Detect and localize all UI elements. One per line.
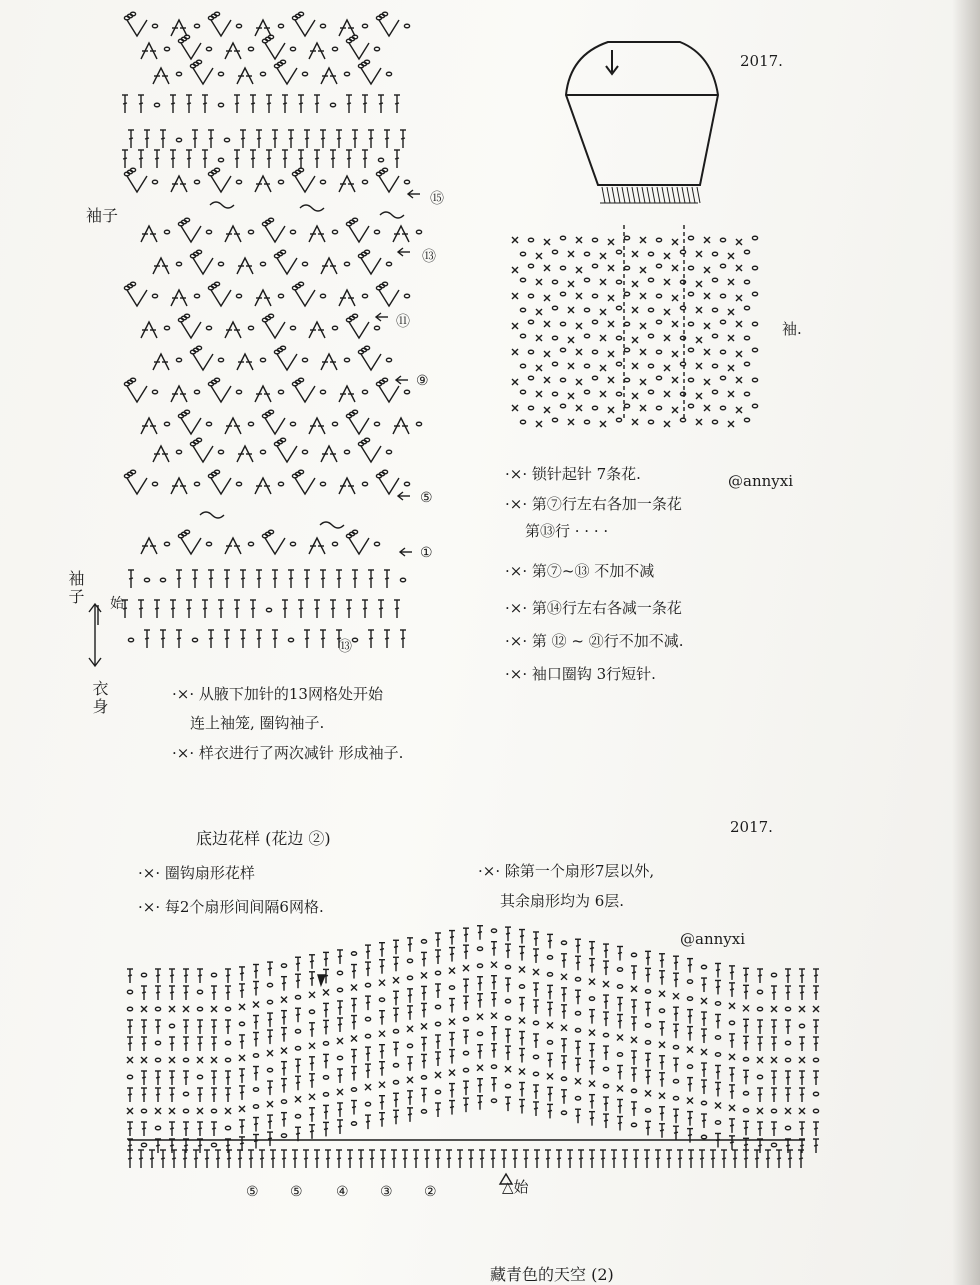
footer-caption: 藏青色的天空 (2) [490, 1265, 614, 1284]
hem-title: 底边花样 (花边 ②) [196, 829, 331, 848]
pattern-note-6: ·×· 第 ⑫ ~ ㉑行不加不减. [505, 632, 684, 650]
pattern-note-5: ·×· 第⑭行左右各减一条花 [505, 599, 682, 617]
sleeve-note-1: ·×· 从腋下加针的13网格处开始 [172, 685, 383, 703]
hem-row-number: ③ [380, 1184, 393, 1200]
hem-row-number: ⑤ [290, 1184, 303, 1200]
hem-signature: @annyxi [680, 930, 745, 948]
sleeve-pattern-label: 袖. [782, 320, 802, 338]
sleeve-label: 袖子 [86, 206, 119, 225]
pattern-note-3: 第⑬行 · · · · [525, 522, 609, 540]
row-marker-13: ⑬ [422, 249, 436, 265]
row-marker-9: ⑨ [416, 373, 429, 389]
hem-start-mark: △始 [502, 1178, 529, 1196]
pattern-note-1: ·×· 锁针起针 7条花. [505, 465, 641, 483]
hem-year: 2017. [730, 818, 773, 836]
pattern-note-7: ·×· 袖口圈钩 3行短针. [505, 665, 656, 683]
sleeve-signature: @annyxi [728, 472, 793, 490]
hem-row-number: ④ [336, 1184, 349, 1200]
start-mark: 始 [110, 596, 124, 612]
sleeve-schematic [566, 42, 718, 203]
axis-top-label: 袖子 [66, 570, 85, 606]
sleeve-note-2: 连上袖笼, 圈钩袖子. [190, 714, 325, 732]
row-marker-11: ⑪ [396, 314, 410, 330]
hem-row-number: ⑤ [246, 1184, 259, 1200]
hem-row-number: ② [424, 1184, 437, 1200]
pattern-note-4: ·×· 第⑦~⑬ 不加不减 [505, 562, 655, 580]
hem-note-4: 其余扇形均为 6层. [500, 892, 625, 910]
hem-note-2: ·×· 每2个扇形间间隔6网格. [138, 898, 324, 916]
sleeve-note-3: ·×· 样衣进行了两次减针 形成袖子. [172, 744, 404, 762]
row-marker-13-bottom: ⑬ [338, 639, 352, 655]
row-marker-1: ① [420, 545, 433, 561]
sleeve-year: 2017. [740, 52, 783, 70]
row-marker-15: ⑮ [430, 191, 444, 207]
pattern-note-2: ·×· 第⑦行左右各加一条花 [505, 495, 682, 513]
axis-bottom-label: 衣身 [90, 680, 109, 716]
row-marker-5: ⑤ [420, 490, 433, 506]
hem-note-3: ·×· 除第一个扇形7层以外, [478, 862, 655, 880]
hem-note-1: ·×· 圈钩扇形花样 [138, 864, 255, 882]
